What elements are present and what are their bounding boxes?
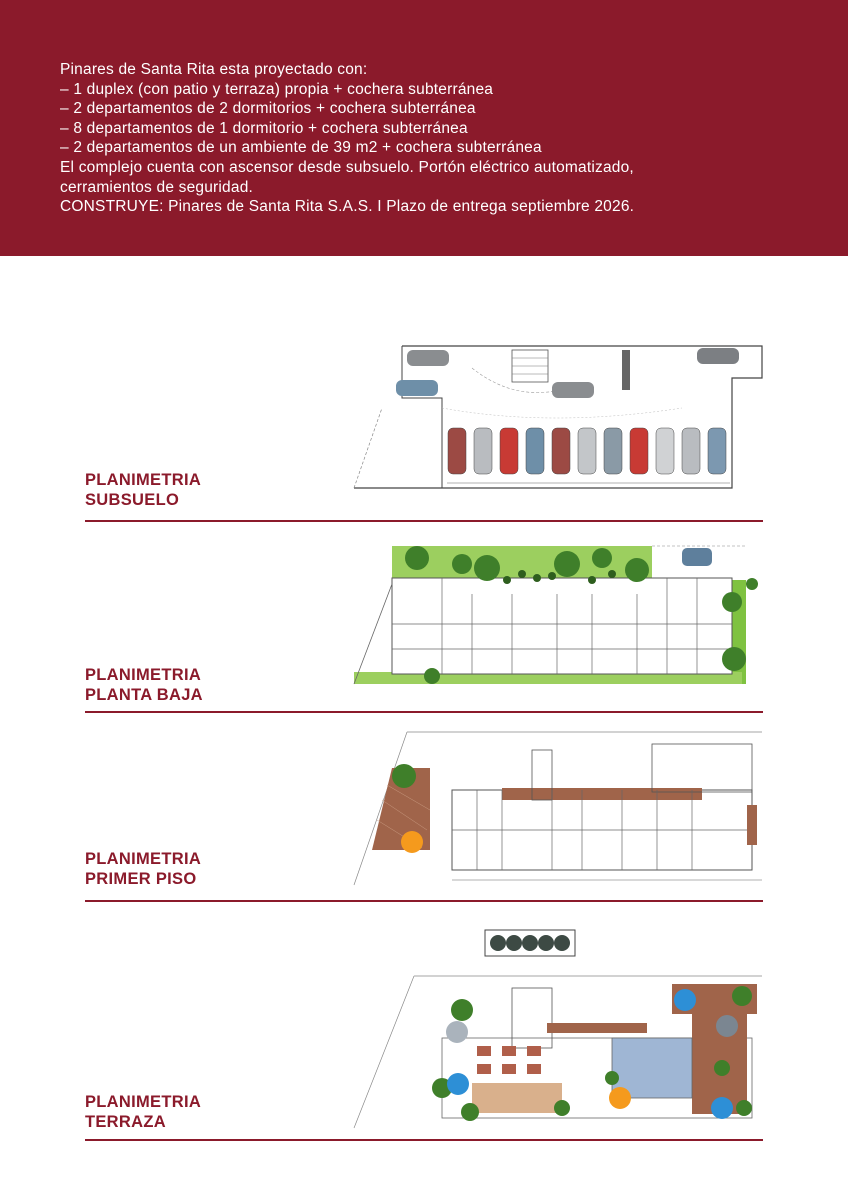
description-line: – 2 departamentos de 2 dormitorios + cochera subterránea bbox=[60, 100, 476, 118]
title-line-1: PLANIMETRIA bbox=[85, 471, 202, 489]
parked-car bbox=[656, 428, 674, 474]
title-line-2: PRIMER PISO bbox=[85, 870, 197, 888]
title-line-1: PLANIMETRIA bbox=[85, 1093, 202, 1111]
parked-car bbox=[500, 428, 518, 474]
section-divider bbox=[85, 711, 763, 713]
section-divider bbox=[85, 900, 763, 902]
section-title bbox=[85, 665, 203, 705]
subsuelo-floor-plan bbox=[352, 338, 766, 500]
description-line: – 2 departamentos de un ambiente de 39 m2 + cochera subterránea bbox=[60, 139, 542, 157]
title-line-2: SUBSUELO bbox=[85, 491, 180, 509]
header-banner bbox=[0, 0, 848, 256]
section-divider bbox=[85, 1139, 763, 1141]
parked-car bbox=[474, 428, 492, 474]
parking-spaces bbox=[448, 428, 726, 474]
terraza-floor-plan bbox=[352, 928, 766, 1130]
parked-car bbox=[630, 428, 648, 474]
description-line: El complejo cuenta con ascensor desde subsuelo. Portón eléctrico automatizado, bbox=[60, 158, 634, 176]
description-line: cerramientos de seguridad. bbox=[60, 178, 254, 196]
description-line: Pinares de Santa Rita esta proyectado con: bbox=[60, 61, 368, 78]
section-title bbox=[85, 849, 201, 889]
parked-car bbox=[708, 428, 726, 474]
primer-piso-floor-plan bbox=[352, 730, 766, 888]
title-line-2: PLANTA BAJA bbox=[85, 686, 203, 704]
parked-car bbox=[552, 428, 570, 474]
description-line: CONSTRUYE: Pinares de Santa Rita S.A.S. I Plazo de entrega septiembre 2026. bbox=[60, 198, 635, 216]
planta-baja-floor-plan bbox=[352, 544, 766, 694]
parked-car bbox=[682, 428, 700, 474]
project-description bbox=[60, 60, 820, 217]
description-line: – 1 duplex (con patio y terraza) propia + cochera subterránea bbox=[60, 80, 494, 98]
title-line-1: PLANIMETRIA bbox=[85, 850, 202, 868]
title-line-2: TERRAZA bbox=[85, 1113, 166, 1131]
description-line: – 8 departamentos de 1 dormitorio + cochera subterránea bbox=[60, 119, 468, 137]
title-line-1: PLANIMETRIA bbox=[85, 666, 202, 684]
section-title bbox=[85, 1092, 201, 1132]
parked-car bbox=[526, 428, 544, 474]
parked-car bbox=[448, 428, 466, 474]
parked-car bbox=[604, 428, 622, 474]
section-title bbox=[85, 470, 201, 510]
parked-car bbox=[578, 428, 596, 474]
section-divider bbox=[85, 520, 763, 522]
